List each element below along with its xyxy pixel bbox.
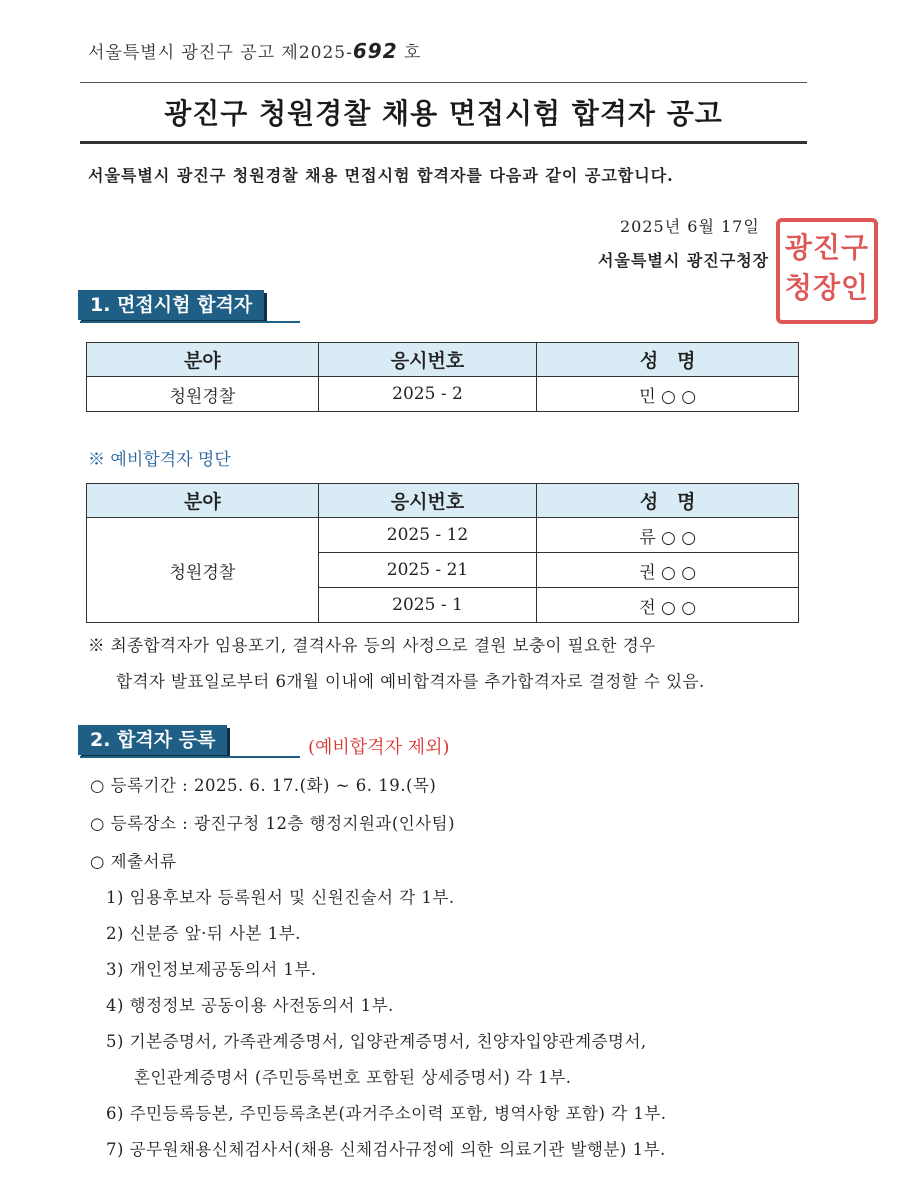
document-item: 2) 신분증 앞·뒤 사본 1부.	[106, 924, 301, 943]
intro-text: 서울특별시 광진구 청원경찰 채용 면접시험 합격자를 다음과 같이 공고합니다.	[88, 166, 674, 185]
documents-label: ○ 제출서류	[90, 852, 177, 871]
cell-name: 전 ○ ○	[537, 588, 799, 623]
cell-name: 권 ○ ○	[537, 553, 799, 588]
col-name: 성 명	[537, 484, 799, 518]
seal-line-1: 광진구	[784, 231, 870, 264]
registration-place: ○ 등록장소 : 광진구청 12층 행정지원과(인사팀)	[90, 814, 456, 833]
document-item-continued: 혼인관계증명서 (주민등록번호 포함된 상세증명서) 각 1부.	[134, 1068, 572, 1087]
document-item: 4) 행정정보 공동이용 사전동의서 1부.	[106, 996, 394, 1015]
section1-heading: 1. 면접시험 합격자	[78, 290, 264, 320]
document-item: 3) 개인정보제공동의서 1부.	[106, 960, 317, 979]
section2-subnote: (예비합격자 제외)	[308, 737, 450, 758]
notice-handwritten-number: 692	[352, 39, 398, 63]
col-number: 응시번호	[318, 484, 537, 518]
notice-prefix: 서울특별시 광진구 공고 제2025-	[88, 43, 353, 63]
reserve-note-line-2: 합격자 발표일로부터 6개월 이내에 예비합격자를 추가합격자로 결정할 수 있음.	[116, 672, 705, 691]
header-rule	[80, 82, 807, 83]
reserve-table	[86, 483, 799, 623]
title-rule	[80, 141, 807, 144]
section2-heading-rule	[80, 756, 300, 758]
table-row	[87, 377, 799, 412]
section1-heading-rule	[80, 321, 300, 323]
page-title: 광진구 청원경찰 채용 면접시험 합격자 공고	[164, 97, 723, 130]
document-item: 1) 임용후보자 등록원서 및 신원진술서 각 1부.	[106, 888, 455, 907]
pass-table	[86, 342, 799, 412]
table-header-row	[87, 343, 799, 377]
notice-date: 2025년 6월 17일	[620, 217, 760, 236]
document-item: 7) 공무원채용신체검사서(채용 신체검사규정에 의한 의료기관 발행분) 1부.	[106, 1140, 666, 1159]
col-field: 분야	[87, 484, 319, 518]
col-number: 응시번호	[318, 343, 537, 377]
section2-heading: 2. 합격자 등록	[78, 725, 227, 755]
registration-period: ○ 등록기간 : 2025. 6. 17.(화) ~ 6. 19.(목)	[90, 776, 437, 795]
cell-number: 2025 - 2	[318, 377, 537, 412]
reserve-note-line-1: ※ 최종합격자가 임용포기, 결격사유 등의 사정으로 결원 보충이 필요한 경우	[88, 636, 656, 655]
table-row	[87, 518, 799, 553]
seal-line-2: 청장인	[784, 271, 870, 304]
cell-number: 2025 - 12	[318, 518, 537, 553]
col-field: 분야	[87, 343, 319, 377]
cell-name: 류 ○ ○	[537, 518, 799, 553]
cell-field: 청원경찰	[87, 518, 319, 623]
reserve-list-label: ※ 예비합격자 명단	[88, 450, 231, 470]
cell-name: 민 ○ ○	[537, 377, 799, 412]
issuer: 서울특별시 광진구청장	[598, 251, 770, 270]
table-header-row	[87, 484, 799, 518]
notice-number	[88, 38, 421, 63]
cell-number: 2025 - 21	[318, 553, 537, 588]
notice-suffix: 호	[404, 43, 422, 63]
document-item: 6) 주민등록등본, 주민등록초본(과거주소이력 포함, 병역사항 포함) 각 1부.	[106, 1104, 667, 1123]
document-item: 5) 기본증명서, 가족관계증명서, 입양관계증명서, 친양자입양관계증명서,	[106, 1032, 647, 1051]
cell-field: 청원경찰	[87, 377, 319, 412]
col-name: 성 명	[537, 343, 799, 377]
cell-number: 2025 - 1	[318, 588, 537, 623]
official-seal	[776, 218, 878, 324]
